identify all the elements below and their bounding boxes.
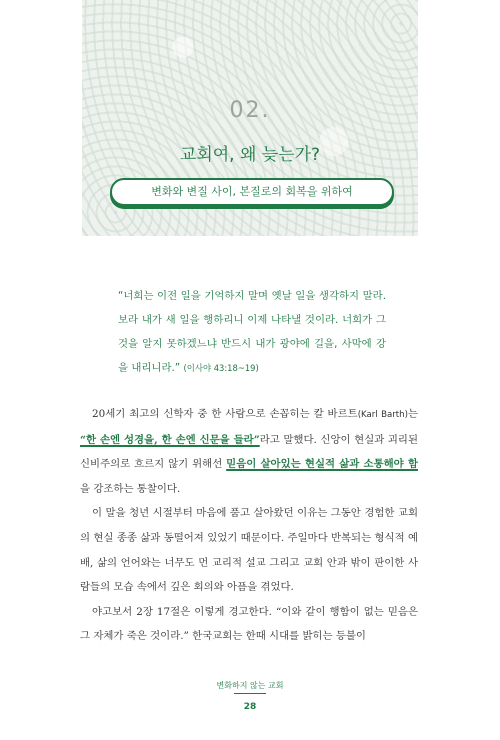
paragraph: 이 말을 청년 시절부터 마음에 품고 살아왔던 이유는 그동안 경험한 교회의 현실 종종 삶과 동떨어져 있었기 때문이다. 주일마다 반복되는 형식적 예배, 삶의 언어와는 너무도 먼 교리적 설교 그리고 교회 안과 밖이 판이한 사람들의 모습 속에서 깊은 회의와 아픔을 겪었다. (80, 507, 418, 594)
chapter-number: 02. (229, 98, 271, 123)
body-text (80, 402, 418, 649)
paragraph: 야고보서 2장 17절은 이렇게 경고한다. “이와 같이 행함이 없는 믿음은 그 자체가 죽은 것이라.” 한국교회는 한때 시대를 밝히는 등불이 (80, 605, 418, 643)
chapter-subtitle-badge: 변화와 변질 사이, 본질로의 회복을 위하여 (110, 178, 394, 206)
footer-divider (234, 693, 266, 694)
highlight-phrase: 믿음이 살아있는 현실적 삶과 소통해야 함 (226, 458, 418, 471)
highlight-quote: “한 손엔 성경을, 한 손엔 신문을 들라” (80, 433, 260, 446)
chapter-header (82, 0, 418, 236)
chapter-title: 교회여, 왜 늦는가? (179, 145, 321, 165)
quote-text: “너희는 이전 일을 기억하지 말며 옛날 일을 생각하지 말라. 보라 내가 새 일을 행하리니 이제 나타낼 것이라. 너희가 그것을 알지 못하겠느냐 반드시 내가 광야에 길을, 사막에 강을 내리니라.” (118, 290, 386, 374)
running-footer-title: 변화하지 않는 교회 (216, 681, 284, 690)
paragraph: 20세기 최고의 신학자 중 한 사람으로 손꼽히는 칼 바르트(Karl Barth)는 “한 손엔 성경을, 한 손엔 신문을 들라”라고 말했다. 신앙이 현실과 괴리된 신비주의로 흐르지 않기 위해선 믿음이 살아있는 현실적 삶과 소통해야 함을 강조하는 통찰이다. (80, 408, 419, 495)
page-number: 28 (243, 702, 257, 712)
quote-reference: (이사야 43:18~19) (183, 363, 259, 373)
latin-name: (Karl Barth) (357, 410, 408, 420)
scripture-quote (118, 284, 386, 380)
